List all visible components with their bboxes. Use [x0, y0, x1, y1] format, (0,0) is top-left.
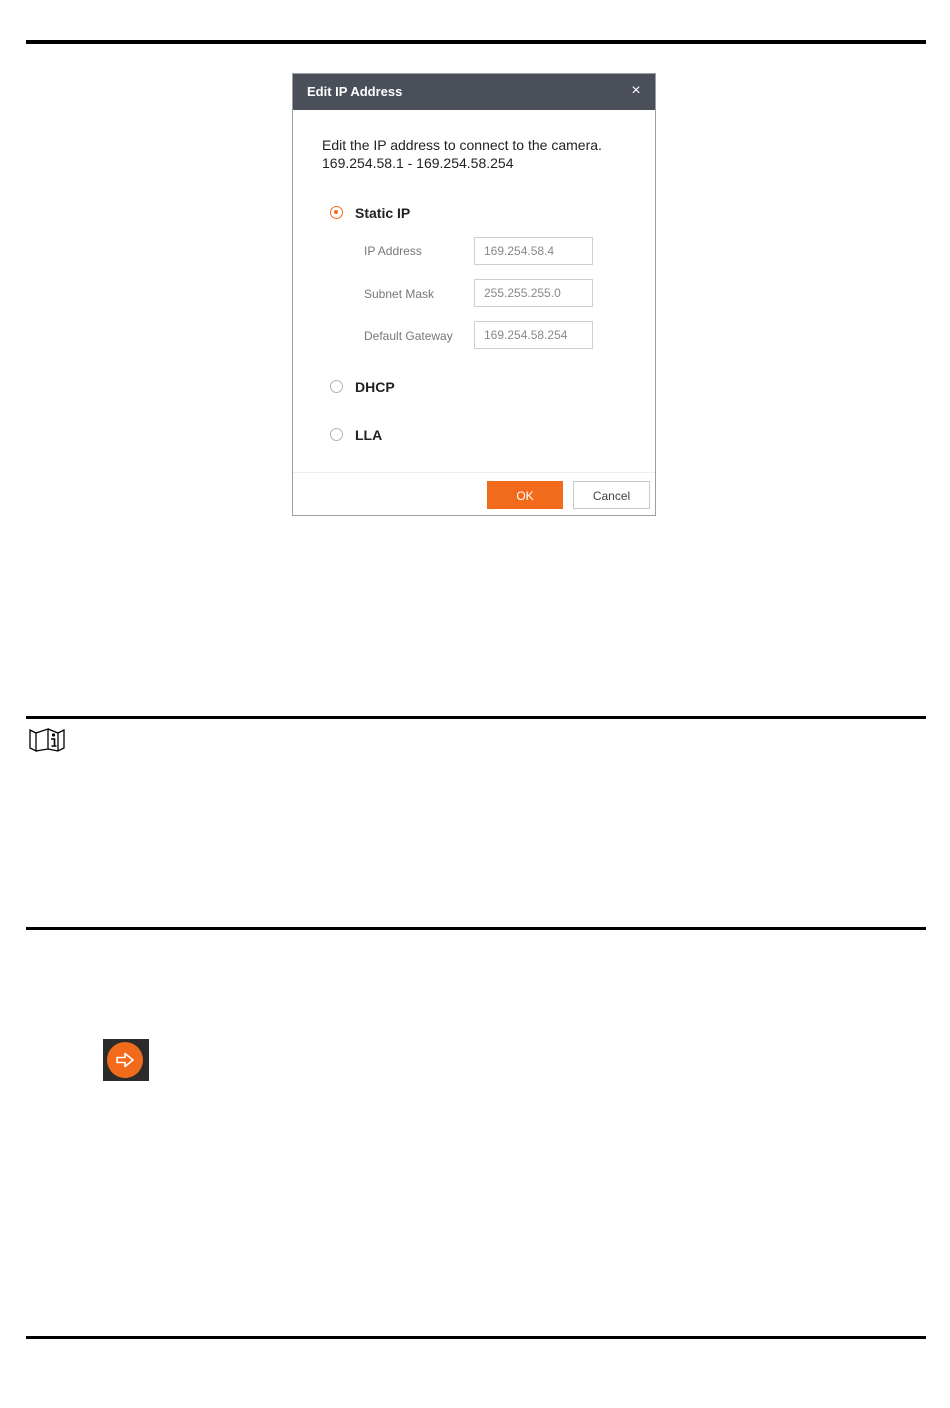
dhcp-label: DHCP — [355, 379, 395, 395]
default-gateway-input[interactable] — [474, 321, 593, 349]
dialog-footer-divider — [293, 472, 655, 473]
ip-range-text: 169.254.58.1 - 169.254.58.254 — [322, 155, 514, 171]
note-info-icon — [28, 727, 66, 753]
lla-label: LLA — [355, 427, 383, 443]
static-ip-radio[interactable] — [330, 206, 343, 219]
ip-address-input[interactable] — [474, 237, 593, 265]
default-gateway-label: Default Gateway — [364, 329, 453, 343]
subnet-mask-input[interactable] — [474, 279, 593, 307]
subnet-mask-label: Subnet Mask — [364, 287, 435, 301]
arrow-right-circle-icon[interactable] — [103, 1039, 149, 1081]
note-bottom-rule — [26, 927, 926, 930]
static-ip-label: Static IP — [355, 205, 411, 221]
ok-button[interactable]: OK — [487, 481, 563, 509]
page-bottom-rule — [26, 1336, 926, 1339]
close-icon[interactable]: × — [631, 82, 641, 99]
dhcp-radio[interactable] — [330, 380, 343, 393]
dialog-description — [322, 136, 602, 172]
cancel-button[interactable]: Cancel — [573, 481, 650, 509]
description-line-1: Edit the IP address to connect to the camera. — [322, 137, 602, 153]
edit-ip-dialog — [292, 73, 656, 516]
arrow-right-icon — [103, 1039, 149, 1081]
ip-address-label: IP Address — [364, 244, 422, 258]
lla-radio[interactable] — [330, 428, 343, 441]
dialog-title: Edit IP Address — [307, 84, 403, 99]
note-top-rule — [26, 716, 926, 719]
page-top-rule — [26, 40, 926, 44]
dialog-header — [293, 74, 655, 110]
